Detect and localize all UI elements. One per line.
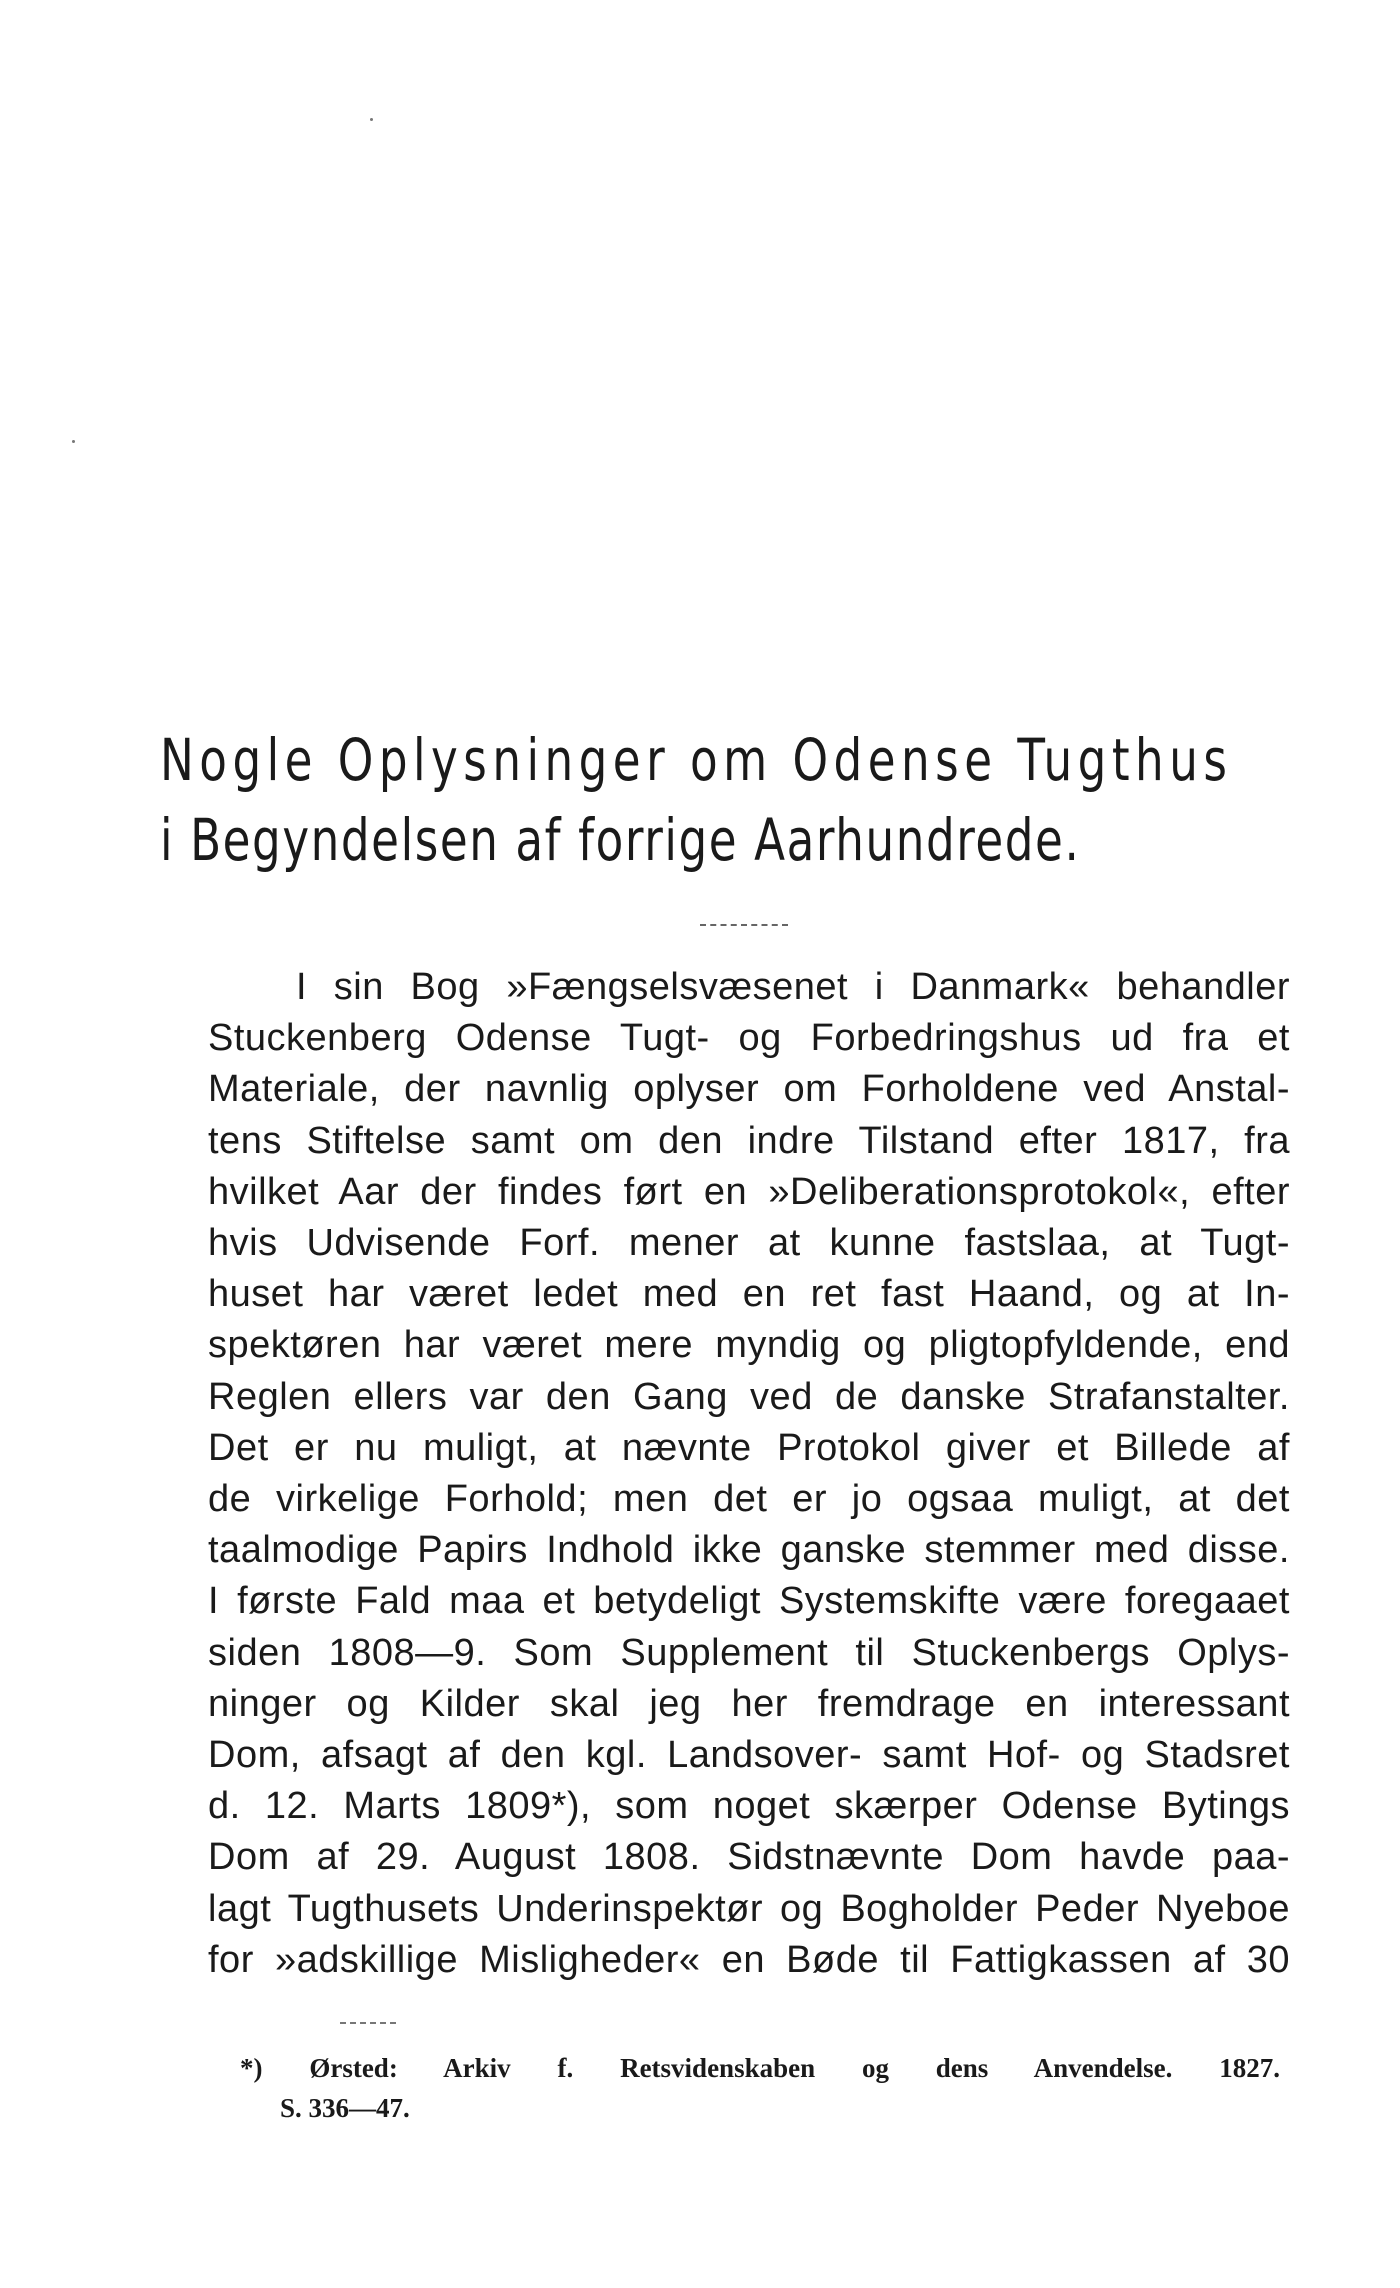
- body-line: huset har været ledet med en ret fast Haand, og at In-: [208, 1273, 1290, 1316]
- body-line: taalmodige Papirs Indhold ikke ganske stemmer med disse.: [208, 1529, 1290, 1572]
- body-paragraph: [208, 962, 1290, 1986]
- footnote-separator: [340, 2022, 396, 2024]
- body-line: hvis Udvisende Forf. mener at kunne fastslaa, at Tugt-: [208, 1222, 1290, 1265]
- body-line: Reglen ellers var den Gang ved de danske Strafanstalter.: [208, 1375, 1290, 1418]
- scan-speck: [72, 440, 75, 443]
- footnote-line-2: S. 336—47.: [280, 2093, 410, 2123]
- body-line: I sin Bog »Fængselsvæsenet i Danmark« behandler: [296, 966, 1290, 1008]
- body-line: Dom, afsagt af den kgl. Landsover- samt Hof- og Stadsret: [208, 1734, 1290, 1777]
- body-line: Stuckenberg Odense Tugt- og Forbedringshus ud fra et: [208, 1017, 1290, 1060]
- body-line: d. 12. Marts 1809*), som noget skærper Odense Bytings: [208, 1785, 1290, 1828]
- body-line: Det er nu muligt, at nævnte Protokol giver et Billede af: [208, 1426, 1290, 1469]
- body-line: lagt Tugthusets Underinspektør og Bogholder Peder Nyeboe: [208, 1887, 1290, 1930]
- footnote: [240, 2048, 1280, 2128]
- body-line: I første Fald maa et betydeligt Systemskifte være foregaaet: [208, 1580, 1290, 1623]
- body-line: for »adskillige Misligheder« en Bøde til Fattigkassen af 30: [208, 1938, 1290, 1981]
- body-line: tens Stiftelse samt om den indre Tilstand efter 1817, fra: [208, 1119, 1290, 1162]
- body-line: Dom af 29. August 1808. Sidstnævnte Dom havde paa-: [208, 1836, 1290, 1879]
- body-line: ninger og Kilder skal jeg her fremdrage en interessant: [208, 1682, 1290, 1725]
- scan-speck: [370, 118, 373, 121]
- body-line: de virkelige Forhold; men det er jo ogsaa muligt, at det: [208, 1478, 1290, 1521]
- body-line: hvilket Aar der findes ført en »Deliberationsprotokol«, efter: [208, 1170, 1290, 1213]
- title-line-2: i Begyndelsen af forrige Aarhundrede.: [160, 806, 1081, 874]
- title-separator: [700, 924, 788, 926]
- footnote-line-1: *) Ørsted: Arkiv f. Retsvidenskaben og dens Anvendelse. 1827.: [240, 2053, 1280, 2083]
- body-line: spektøren har været mere myndig og pligtopfyldende, end: [208, 1324, 1290, 1367]
- body-line: siden 1808—9. Som Supplement til Stuckenbergs Oplys-: [208, 1631, 1290, 1674]
- title-line-1: Nogle Oplysninger om Odense Tugthus: [160, 726, 1233, 794]
- body-line: Materiale, der navnlig oplyser om Forholdene ved Anstal-: [208, 1068, 1290, 1111]
